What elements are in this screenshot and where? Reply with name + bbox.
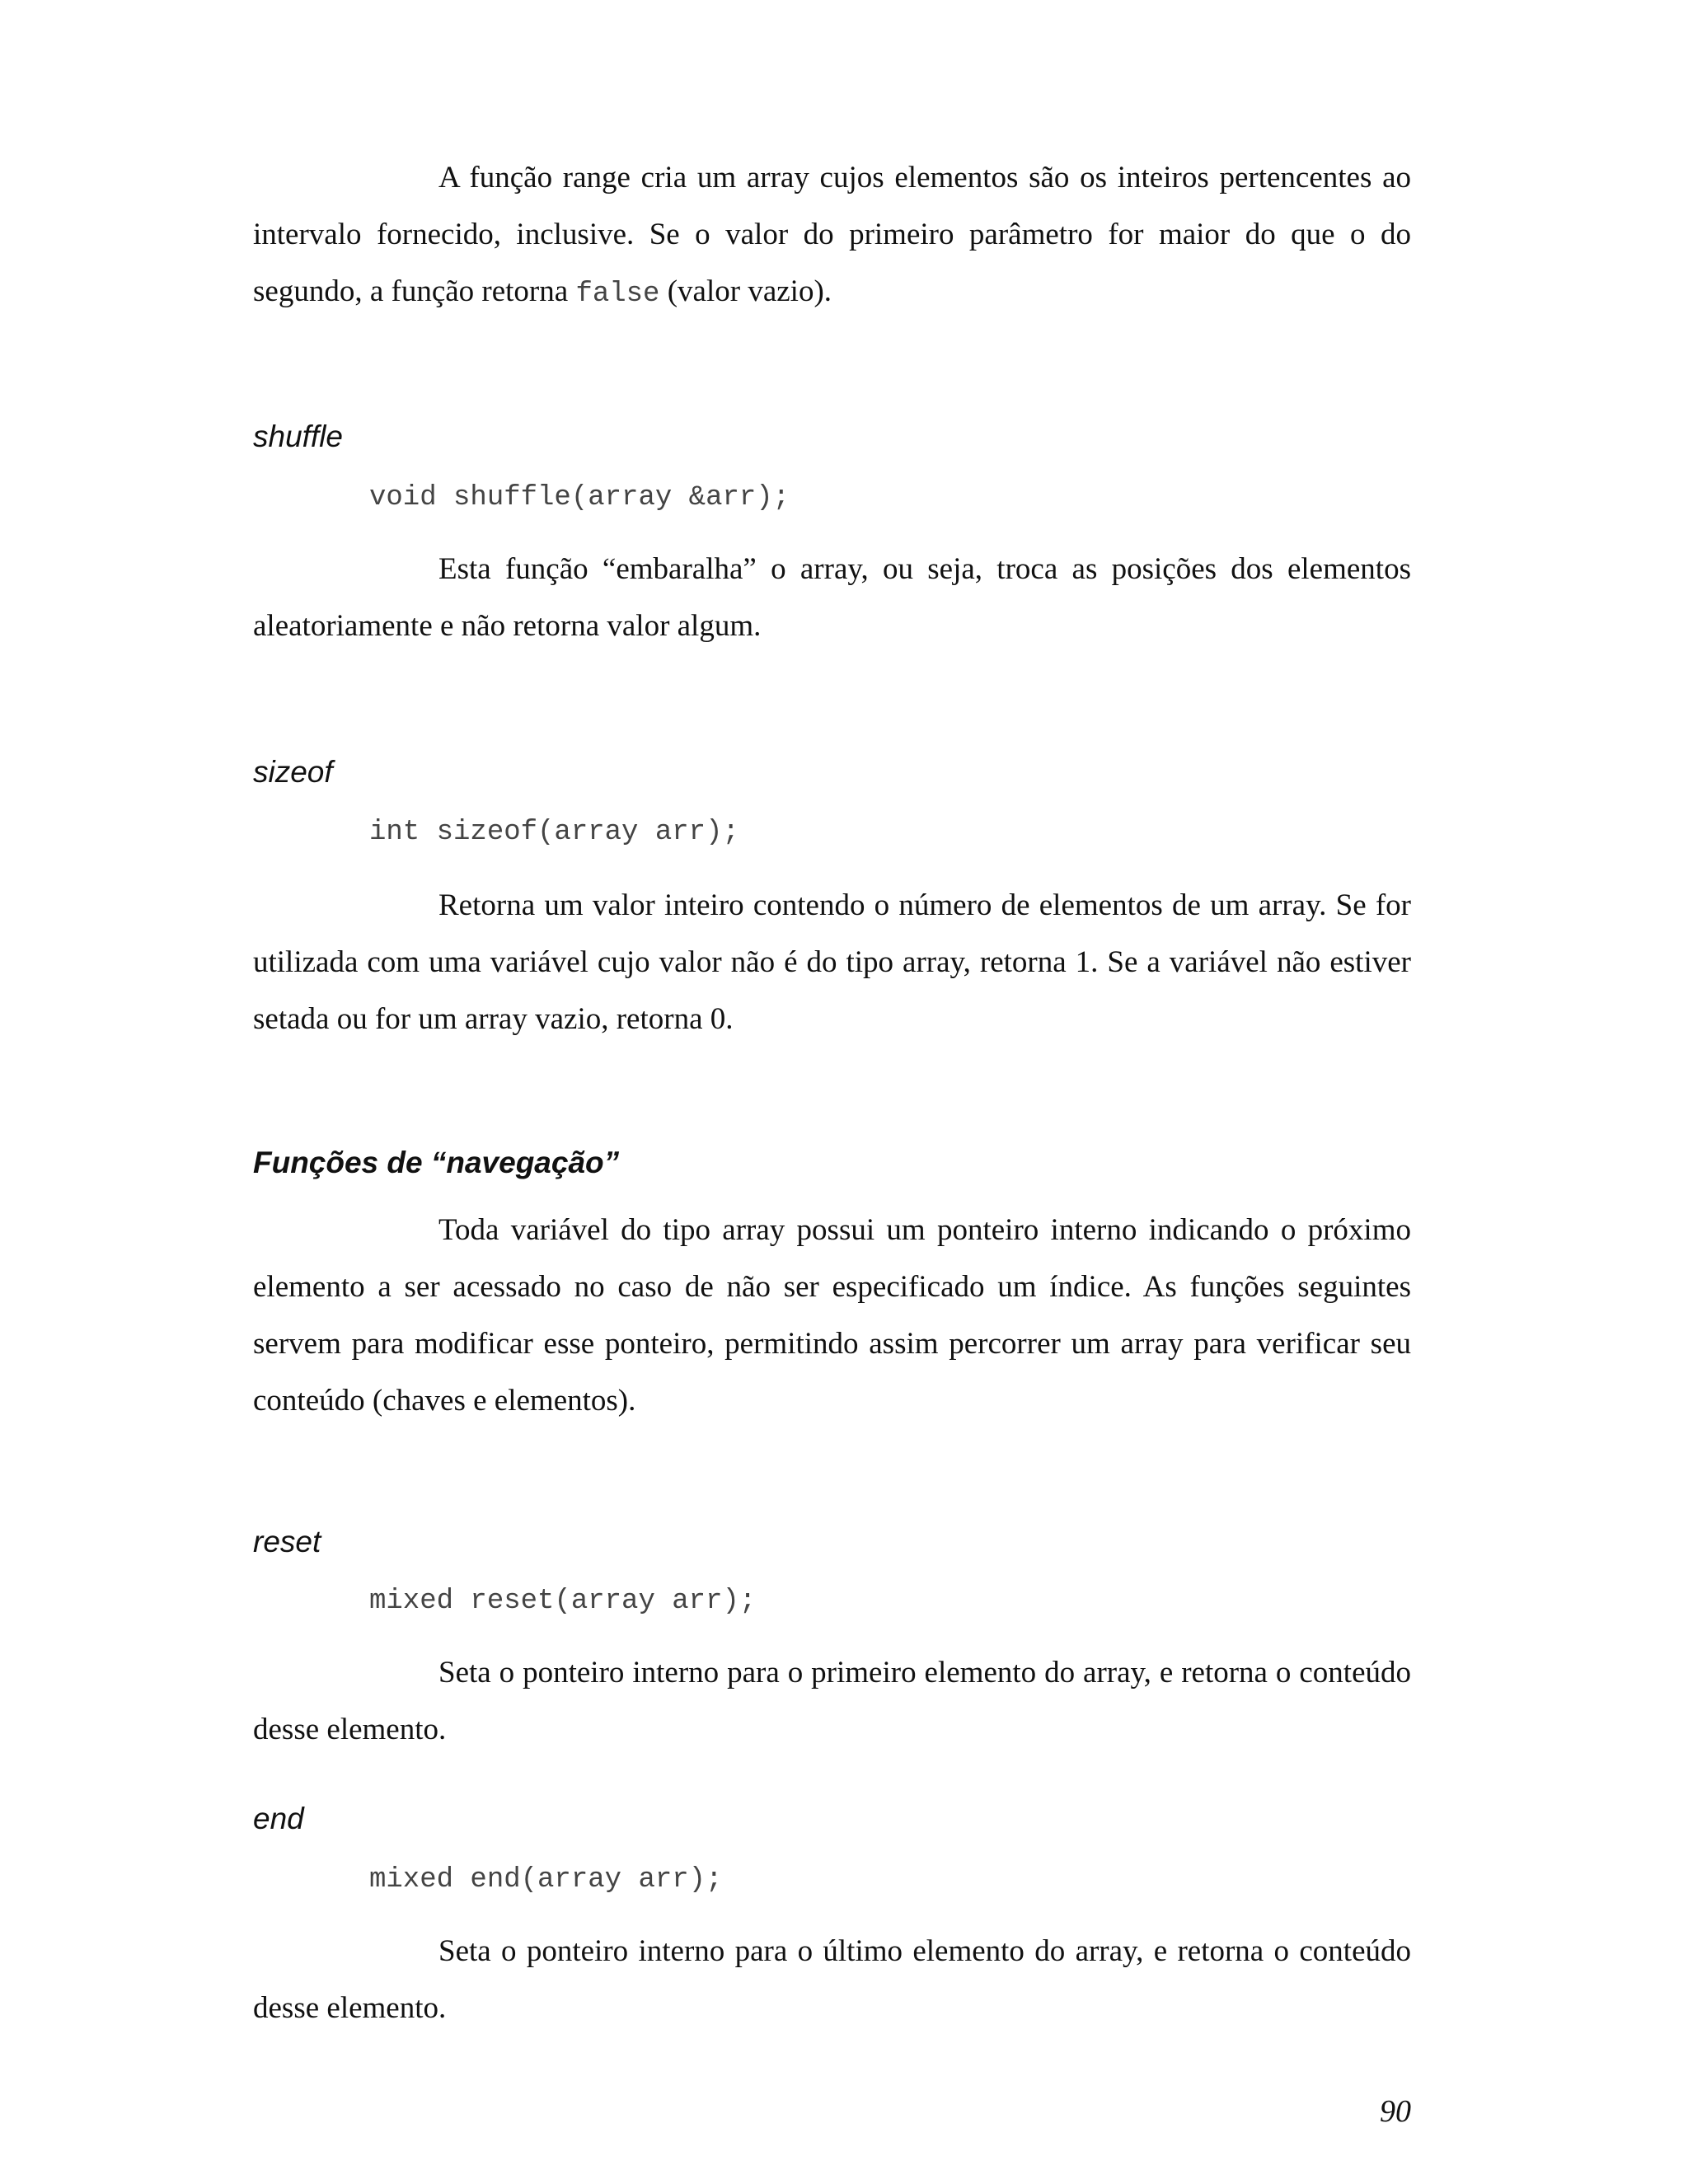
range-description-text: A função range cria um array cujos elementos são os inteiros pertencentes ao intervalo fornecido, inclusive. Se o valor do primeiro parâmetro for maior do que o do segundo, a função retorna [253,161,1411,308]
end-heading: end [253,1802,304,1835]
page-number: 90 [1380,2094,1411,2129]
reset-description: Seta o ponteiro interno para o primeiro elemento do array, e retorna o conteúdo desse elemento. [253,1656,1411,1746]
end-description: Seta o ponteiro interno para o último elemento do array, e retorna o conteúdo desse elemento. [253,1934,1411,2025]
sizeof-signature: int sizeof(array arr); [369,817,739,848]
range-description [253,149,1411,323]
sizeof-description: Retorna um valor inteiro contendo o número de elementos de um array. Se for utilizada com uma variável cujo valor não é do tipo array, retorna 1. Se a variável não estiver setada ou for um array vazio, retorna 0. [253,888,1411,1036]
reset-signature: mixed reset(array arr); [369,1586,757,1617]
shuffle-signature: void shuffle(array &arr); [369,482,790,513]
sizeof-heading: sizeof [253,755,333,789]
navigation-section-heading: Funções de “navegação” [253,1146,620,1179]
navigation-section-description: Toda variável do tipo array possui um ponteiro interno indicando o próximo elemento a ser acessado no caso de não ser especificado um índice. As funções seguintes servem para modificar esse ponteiro, permitindo assim percorrer um array para verificar seu conteúdo (chaves e elementos). [253,1213,1411,1418]
shuffle-description: Esta função “embaralha” o array, ou seja, troca as posições dos elementos aleatoriamente e não retorna valor algum. [253,552,1411,643]
false-code-literal: false [575,279,660,310]
reset-heading: reset [253,1525,321,1558]
shuffle-heading: shuffle [253,419,344,453]
range-description-tail: (valor vazio). [659,274,832,308]
end-signature: mixed end(array arr); [369,1864,723,1896]
